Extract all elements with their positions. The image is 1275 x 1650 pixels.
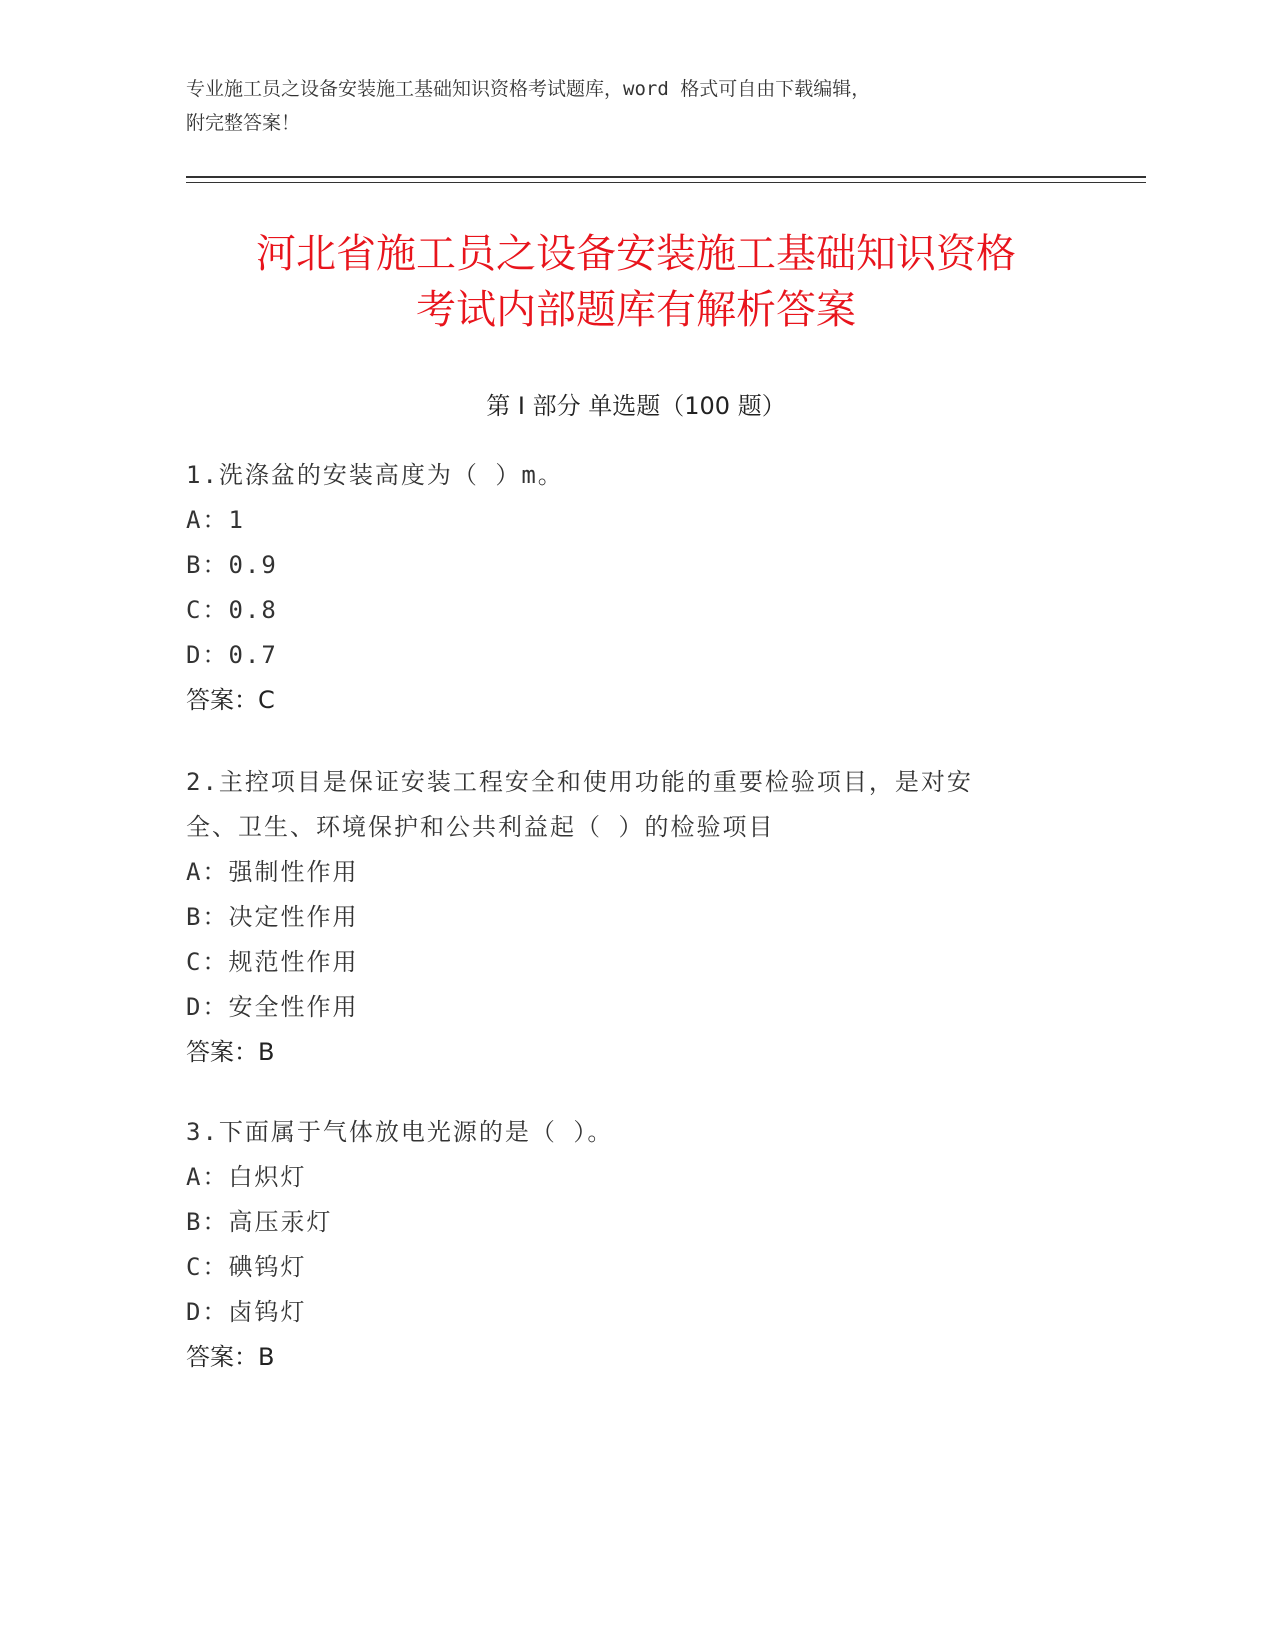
option-d: D：安全性作用: [186, 993, 359, 1021]
question-item: [186, 1110, 1086, 1380]
header-note: [186, 72, 1086, 140]
header-divider: [186, 176, 1146, 178]
answer-line: 答案：B: [186, 1343, 275, 1371]
document-title-line: 考试内部题库有解析答案: [416, 287, 856, 333]
answer-line: 答案：C: [186, 686, 275, 714]
option-a: A：1: [186, 506, 245, 534]
question-stem: 2.主控项目是保证安装工程安全和使用功能的重要检验项目，是对安: [186, 768, 973, 796]
document-title-line: 河北省施工员之设备安装施工基础知识资格: [256, 231, 1016, 277]
header-divider: [186, 182, 1146, 183]
question-stem: 3.下面属于气体放电光源的是（ ）。: [186, 1118, 614, 1146]
section-heading: 第 I 部分 单选题（100 题）: [486, 392, 786, 420]
question-item: [186, 760, 1086, 1075]
option-b: B：0.9: [186, 551, 278, 579]
option-a: A：强制性作用: [186, 858, 359, 886]
option-d: D：0.7: [186, 641, 278, 669]
option-b: B：高压汞灯: [186, 1208, 333, 1236]
option-b: B：决定性作用: [186, 903, 359, 931]
question-item: [186, 453, 1086, 723]
option-a: A：白炽灯: [186, 1163, 307, 1191]
option-d: D：卤钨灯: [186, 1298, 307, 1326]
question-stem: 1.洗涤盆的安装高度为（ ）m。: [186, 461, 564, 489]
header-note-line: 专业施工员之设备安装施工基础知识资格考试题库，word 格式可自由下载编辑，: [186, 78, 871, 100]
header-note-line: 附完整答案！: [186, 112, 301, 134]
option-c: C：规范性作用: [186, 948, 359, 976]
option-c: C：0.8: [186, 596, 278, 624]
document-title: [186, 226, 1086, 338]
answer-line: 答案：B: [186, 1038, 275, 1066]
question-stem: 全、卫生、环境保护和公共利益起（ ）的检验项目: [186, 813, 775, 841]
option-c: C：碘钨灯: [186, 1253, 307, 1281]
